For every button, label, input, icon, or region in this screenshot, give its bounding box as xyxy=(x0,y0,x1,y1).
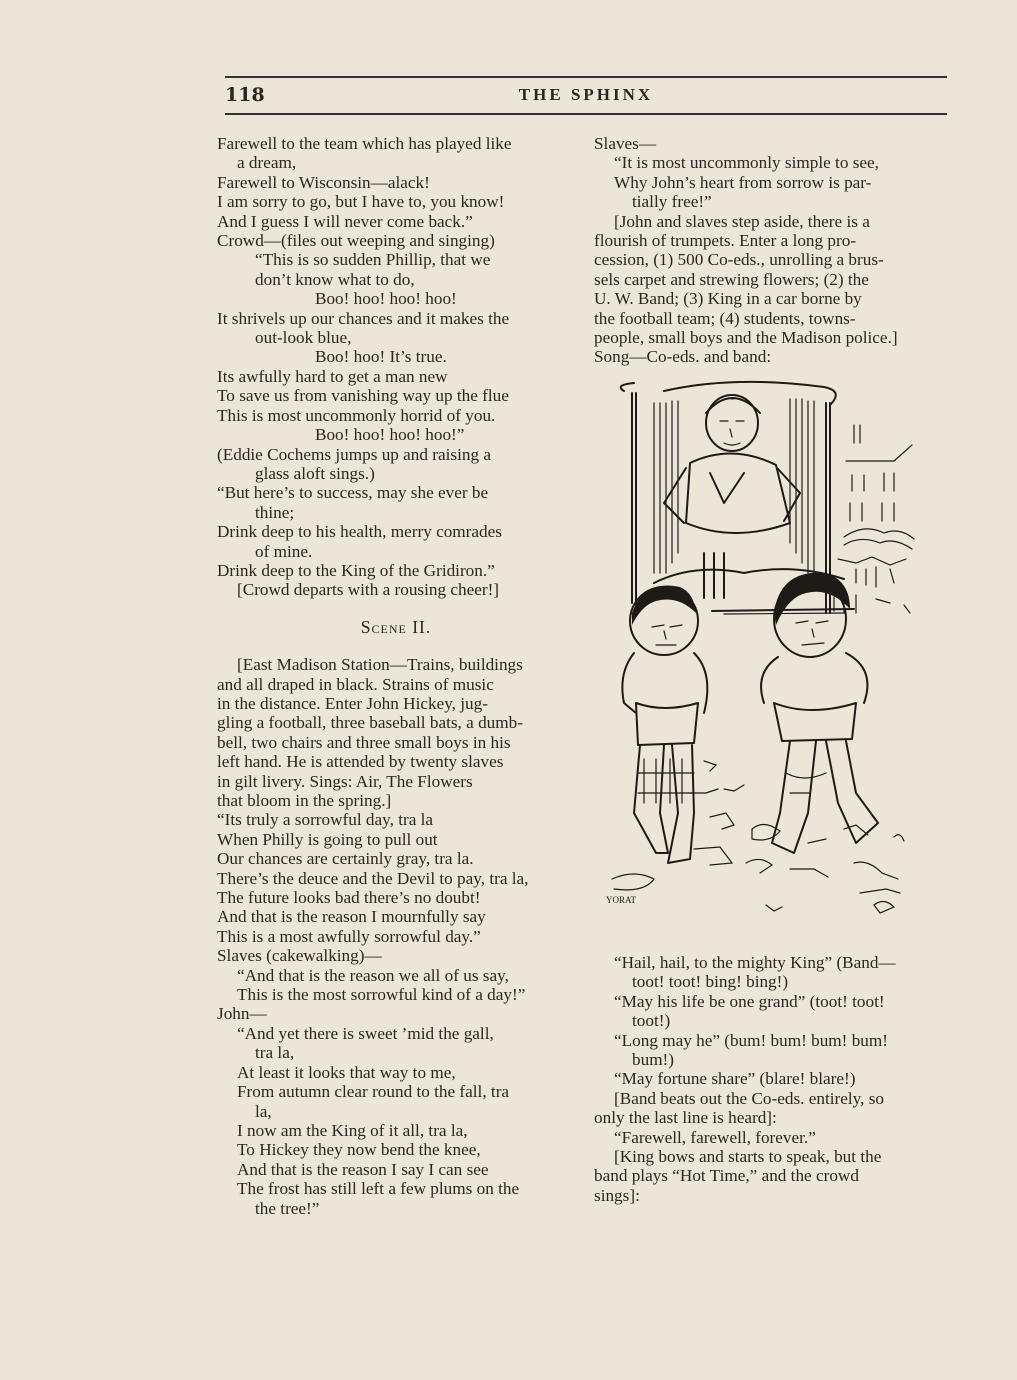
text-line: glass aloft sings.) xyxy=(255,463,375,483)
text-line: Boo! hoo! hoo! hoo!” xyxy=(315,425,465,445)
text-line: the tree!” xyxy=(255,1198,320,1218)
text-line: don’t know what to do, xyxy=(255,269,415,289)
text-line: Our chances are certainly gray, tra la. xyxy=(217,849,474,869)
text-line: bum!) xyxy=(632,1049,675,1069)
text-line: Its awfully hard to get a man new xyxy=(217,366,448,386)
right-column-stage-directions xyxy=(594,134,952,367)
text-line: [Crowd departs with a rousing cheer!] xyxy=(237,580,500,600)
text-line: a dream, xyxy=(237,153,297,173)
text-line: Why John’s heart from sorrow is par- xyxy=(614,172,872,192)
text-line: band plays “Hot Time,” and the crowd xyxy=(594,1166,859,1186)
text-line: Drink deep to his health, merry comrades xyxy=(217,522,502,542)
left-column xyxy=(217,134,575,1218)
text-line: Slaves— xyxy=(594,134,657,153)
illustrator-signature: YORAT xyxy=(606,894,637,905)
text-line: of mine. xyxy=(255,541,313,561)
text-line: Farewell to the team which has played like xyxy=(217,134,512,153)
text-line: flourish of trumpets. Enter a long pro- xyxy=(594,231,857,251)
text-line: only the last line is heard]: xyxy=(594,1108,777,1128)
text-line: This is the most sorrowful kind of a day!” xyxy=(237,985,526,1005)
page-number: 118 xyxy=(225,84,265,106)
cartoon-drawing xyxy=(594,373,952,949)
text-line: [King bows and starts to speak, but the xyxy=(614,1146,882,1166)
text-line: toot! toot! bing! bing!) xyxy=(632,972,789,992)
text-line: To Hickey they now bend the knee, xyxy=(237,1140,481,1160)
right-column xyxy=(594,134,952,1205)
text-line: Boo! hoo! It’s true. xyxy=(315,347,447,367)
header-rule-bottom xyxy=(225,113,947,115)
text-line: Crowd—(files out weeping and singing) xyxy=(217,231,495,251)
text-line: tra la, xyxy=(255,1043,295,1063)
text-line: Boo! hoo! hoo! hoo! xyxy=(315,289,457,309)
text-line: At least it looks that way to me, xyxy=(237,1062,456,1082)
text-line: This is a most awfully sorrowful day.” xyxy=(217,926,481,946)
text-line: “Farewell, farewell, forever.” xyxy=(614,1127,816,1147)
text-line: la, xyxy=(255,1101,272,1121)
text-line: And that is the reason I say I can see xyxy=(237,1159,489,1179)
text-line: in the distance. Enter John Hickey, jug- xyxy=(217,693,488,713)
text-line: “Long may he” (bum! bum! bum! bum! xyxy=(614,1030,888,1050)
text-line: [East Madison Station—Trains, buildings xyxy=(237,655,523,675)
text-line: sings]: xyxy=(594,1185,640,1205)
text-line: [John and slaves step aside, there is a xyxy=(614,211,870,231)
text-line: the football team; (4) students, towns- xyxy=(594,308,856,328)
text-line: and all draped in black. Strains of music xyxy=(217,674,494,694)
text-line: thine; xyxy=(255,502,295,522)
text-line: I am sorry to go, but I have to, you know! xyxy=(217,192,505,212)
text-line: tially free!” xyxy=(632,192,712,212)
text-line: left hand. He is attended by twenty slaves xyxy=(217,752,504,772)
right-column-song xyxy=(594,953,952,1205)
text-line: sels carpet and strewing flowers; (2) the xyxy=(594,269,869,289)
running-head: THE SPHINX xyxy=(518,85,654,104)
text-line: “May fortune share” (blare! blare!) xyxy=(614,1069,856,1089)
text-line: “This is so sudden Phillip, that we xyxy=(255,250,491,270)
text-line: “And yet there is sweet ’mid the gall, xyxy=(237,1023,494,1043)
text-line: “And that is the reason we all of us say, xyxy=(237,965,509,985)
text-line: out-look blue, xyxy=(255,328,352,348)
text-line: Drink deep to the King of the Gridiron.” xyxy=(217,560,495,580)
text-line: “Its truly a sorrowful day, tra la xyxy=(217,810,434,830)
text-line: From autumn clear round to the fall, tra xyxy=(237,1082,510,1102)
text-line: And that is the reason I mournfully say xyxy=(217,907,486,927)
text-line: “It is most uncommonly simple to see, xyxy=(614,153,879,173)
text-line: To save us from vanishing way up the flue xyxy=(217,386,509,406)
text-line: I now am the King of it all, tra la, xyxy=(237,1120,468,1140)
text-line: people, small boys and the Madison police.] xyxy=(594,328,898,348)
text-line: Song—Co-eds. and band: xyxy=(594,347,772,367)
scene-heading: Scene II. xyxy=(360,616,432,637)
text-line: It shrivels up our chances and it makes the xyxy=(217,308,510,328)
left-column-scene-two xyxy=(217,655,575,1218)
text-line: Farewell to Wisconsin—alack! xyxy=(217,172,430,192)
text-line: (Eddie Cochems jumps up and raising a xyxy=(217,444,491,464)
text-line: John— xyxy=(217,1004,267,1024)
text-line: toot!) xyxy=(632,1011,671,1031)
text-line: The frost has still left a few plums on the xyxy=(237,1179,520,1199)
text-line: “Hail, hail, to the mighty King” (Band— xyxy=(614,952,896,972)
text-line: that bloom in the spring.] xyxy=(217,791,392,810)
header-rule-top xyxy=(225,76,947,78)
text-line: “But here’s to success, may she ever be xyxy=(217,483,489,503)
text-line: cession, (1) 500 Co-eds., unrolling a brus- xyxy=(594,250,884,270)
text-line: This is most uncommonly horrid of you. xyxy=(217,405,496,425)
cartoon-illustration xyxy=(594,373,952,949)
text-line: U. W. Band; (3) King in a car borne by xyxy=(594,289,862,309)
text-line: Slaves (cakewalking)— xyxy=(217,946,382,966)
text-line: When Philly is going to pull out xyxy=(217,829,438,849)
text-line: bell, two chairs and three small boys in his xyxy=(217,732,511,752)
text-line: gling a football, three baseball bats, a dumb- xyxy=(217,713,523,733)
text-line: [Band beats out the Co-eds. entirely, so xyxy=(614,1088,885,1108)
text-line: in gilt livery. Sings: Air, The Flowers xyxy=(217,771,473,791)
text-line: “May his life be one grand” (toot! toot! xyxy=(614,991,885,1011)
text-line: There’s the deuce and the Devil to pay, tra la, xyxy=(217,868,529,888)
left-column-verse xyxy=(217,134,575,600)
text-line: The future looks bad there’s no doubt! xyxy=(217,888,481,908)
text-line: And I guess I will never come back.” xyxy=(217,211,473,231)
